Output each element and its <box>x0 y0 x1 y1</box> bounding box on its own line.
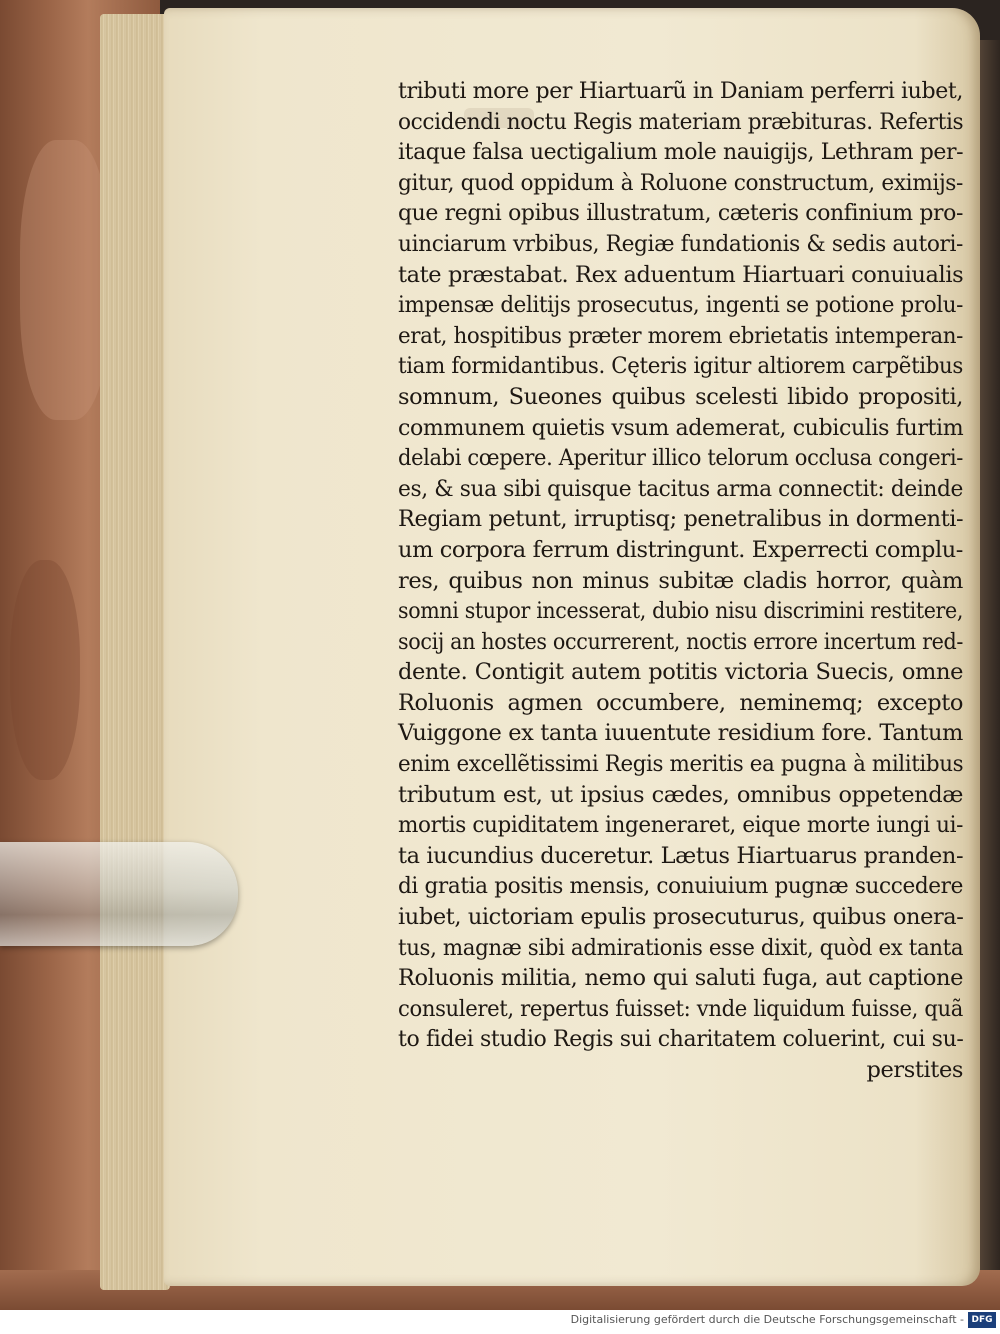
text-line: mortis cupiditatem ingeneraret, eique morte iungi ui- <box>398 812 964 839</box>
text-line: Regiam petunt, irruptisq; penetralibus in dormenti- <box>398 506 964 533</box>
text-line: somnum, Sueones quibus scelesti libido propositi, <box>398 383 963 410</box>
page-edges <box>100 14 170 1290</box>
glass-page-weight <box>0 842 238 946</box>
text-line: es, & sua sibi quisque tacitus arma connectit: deinde <box>398 475 963 502</box>
text-line: tate præstabat. Rex aduentum Hiartuari conuiualis <box>398 261 964 288</box>
text-line: tus, magnæ sibi admirationis esse dixit, quòd ex tanta <box>398 934 964 961</box>
text-line: delabi cœpere. Aperitur illico telorum occlusa congeri- <box>398 445 963 472</box>
text-line: itaque falsa uectigalium mole nauigijs, Lethram per- <box>398 139 964 166</box>
text-line: Roluonis militia, nemo qui saluti fuga, aut captione <box>398 965 963 992</box>
binding-wear-mark <box>20 140 110 420</box>
text-line: que regni opibus illustratum, cæteris confinium pro- <box>398 200 963 227</box>
catchword: perstites <box>866 1057 963 1083</box>
text-line: tributi more per Hiartuarũ in Daniam perferri iubet, <box>398 78 963 104</box>
text-line: to fidei studio Regis sui charitatem coluerint, cui su- <box>398 1026 964 1053</box>
text-line: Roluonis agmen occumbere, neminemq; excepto <box>398 689 963 716</box>
text-line: impensæ delitijs prosecutus, ingenti se potione prolu- <box>398 292 964 319</box>
text-line: communem quietis vsum ademerat, cubiculis furtim <box>398 414 964 441</box>
text-line: iubet, uictoriam epulis prosecuturus, quibus onera- <box>398 904 964 931</box>
binding-wear-mark <box>10 560 80 780</box>
text-line: tributum est, ut ipsius cædes, omnibus oppetendæ <box>398 781 963 808</box>
text-line: socij an hostes occurrerent, noctis errore incertum red- <box>398 628 963 655</box>
latin-text-block <box>398 76 963 1086</box>
text-line: gitur, quod oppidum à Roluone constructum, eximijs- <box>398 169 963 196</box>
text-line: occidendi noctu Regis materiam præbituras. Refertis <box>398 108 964 135</box>
digitization-footer <box>0 1310 1000 1334</box>
text-line: erat, hospitibus præter morem ebrietatis intemperan- <box>398 322 963 349</box>
text-line: tiam formidantibus. Cęteris igitur altiorem carpẽtibus <box>398 353 963 380</box>
dfg-logo-icon: DFG <box>968 1312 996 1328</box>
text-line: dente. Contigit autem potitis victoria Suecis, omne <box>398 659 963 686</box>
text-line: Vuiggone ex tanta iuuentute residium fore. Tantum <box>398 720 963 747</box>
text-line: ta iucundius duceretur. Lætus Hiartuarus pranden- <box>398 842 964 869</box>
text-line: somni stupor incesserat, dubio nisu discrimini restitere, <box>398 598 963 625</box>
text-line: enim excellẽtissimi Regis meritis ea pugna à militibus <box>398 751 964 778</box>
text-line: uinciarum vrbibus, Regiæ fundationis & sedis autori- <box>398 230 963 257</box>
text-line: consuleret, repertus fuisset: vnde liquidum fuisse, quã <box>398 995 963 1022</box>
text-line: um corpora ferrum distringunt. Experrecti complu- <box>398 536 963 563</box>
text-line: di gratia positis mensis, conuiuium pugnæ succedere <box>398 873 963 900</box>
text-line: res, quibus non minus subitæ cladis horror, quàm <box>398 567 963 594</box>
footer-credit: Digitalisierung gefördert durch die Deutsche Forschungsgemeinschaft - <box>570 1313 964 1326</box>
